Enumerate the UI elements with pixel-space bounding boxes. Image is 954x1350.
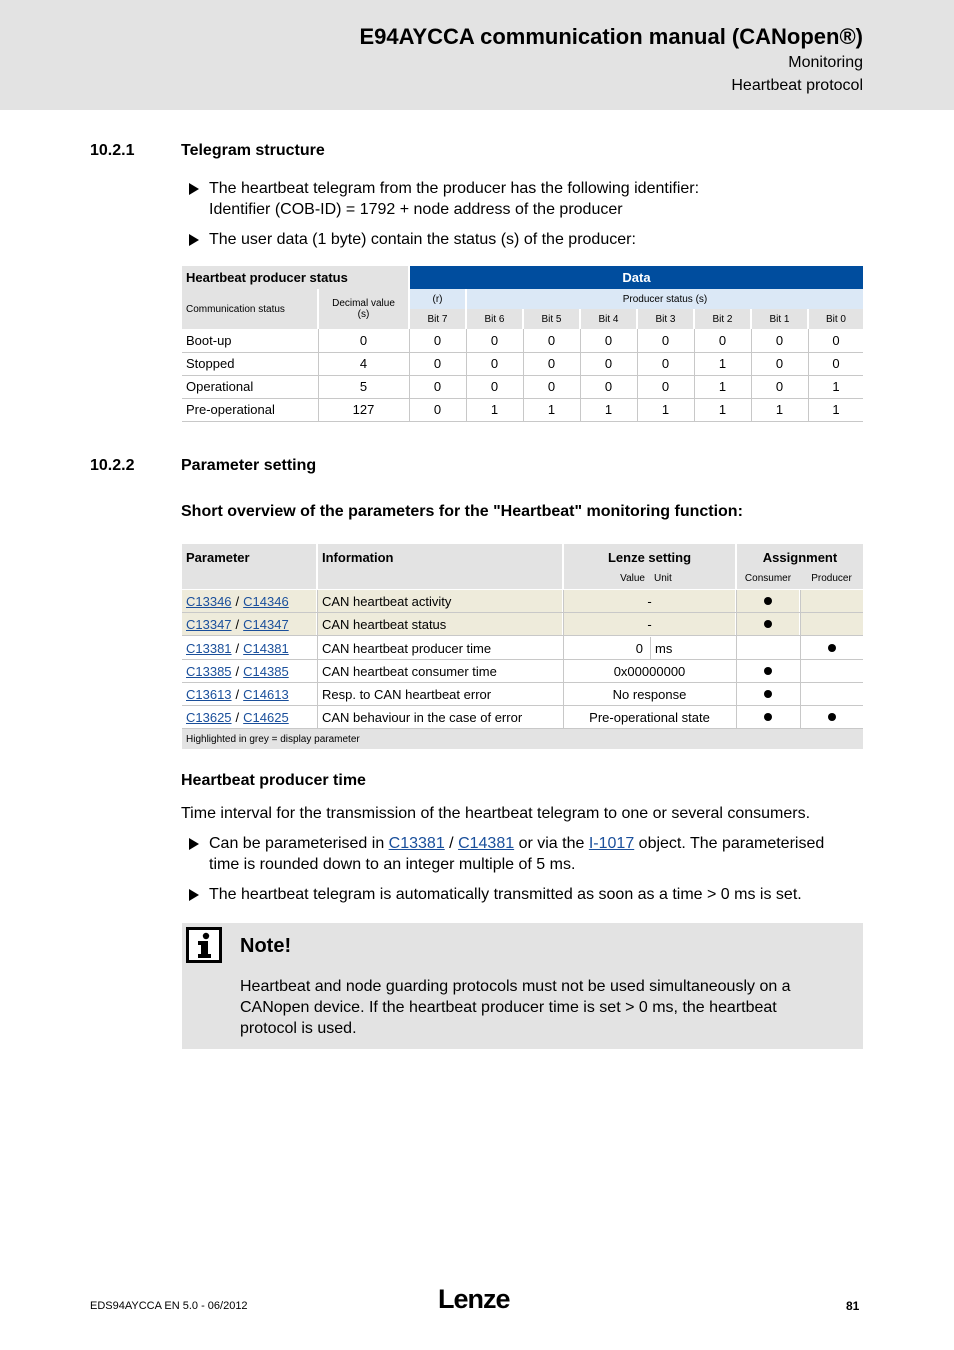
status-row-name: Boot-up	[186, 333, 232, 348]
status-row-bit: 1	[604, 402, 613, 417]
param-separator: /	[235, 616, 240, 632]
column-divider	[808, 329, 809, 421]
status-row-bit: 0	[433, 402, 442, 417]
column-divider	[580, 329, 581, 421]
param-separator: /	[235, 640, 240, 656]
producer-cell	[801, 706, 863, 728]
status-table-header: Heartbeat producer status	[182, 266, 408, 289]
bullet-user-data	[209, 229, 636, 250]
row-divider	[182, 421, 863, 422]
bit-header: Bit 2	[695, 309, 750, 329]
overview-heading: Short overview of the parameters for the "Heartbeat" monitoring function:	[181, 503, 743, 520]
column-divider	[466, 329, 467, 421]
unit-label: Unit	[654, 573, 672, 584]
status-row-bit: 0	[832, 356, 840, 371]
status-row-bit: 1	[775, 402, 784, 417]
param-cell	[182, 613, 316, 635]
assigned-dot-icon	[764, 667, 772, 675]
b1-post-text: object. The parameterised	[638, 835, 825, 852]
param-link[interactable]: C14625	[243, 709, 289, 725]
page-header	[0, 0, 954, 110]
status-row-bit: 0	[661, 379, 670, 394]
param-cell	[182, 590, 316, 612]
lenze-logo: Lenze	[438, 1284, 510, 1314]
link-i-1017[interactable]: I-1017	[588, 835, 635, 852]
section-title-2: Parameter setting	[181, 457, 317, 474]
status-row-bit: 0	[433, 333, 442, 348]
status-row-bit: 0	[433, 379, 442, 394]
section-title-1: Telegram structure	[181, 142, 325, 159]
param-info: CAN heartbeat consumer time	[322, 663, 497, 679]
bullet-user-data-text: The user data (1 byte) contain the status (s) of the producer:	[209, 231, 636, 248]
b1-separator: /	[449, 835, 454, 852]
param-link[interactable]: C14613	[243, 686, 289, 702]
bullet-parameterised-line1	[209, 833, 824, 854]
status-row-bit: 0	[547, 379, 556, 394]
param-separator: /	[235, 593, 240, 609]
producer-cell	[801, 613, 863, 635]
bit-header: Bit 4	[581, 309, 636, 329]
param-value: 0x00000000	[613, 663, 686, 679]
status-row-bit: 1	[718, 402, 727, 417]
note-line1: Heartbeat and node guarding protocols must not be used simultaneously on a	[240, 978, 791, 995]
param-info: CAN behaviour in the case of error	[322, 709, 523, 725]
lenze-setting-label: Lenze setting	[607, 550, 692, 565]
param-col-assignment	[737, 544, 863, 589]
bullet-arrow-icon	[189, 234, 199, 246]
bullet-parameterised-line2: time is rounded down to an integer multiple of 5 ms.	[209, 856, 576, 873]
header-chapter: Monitoring	[788, 54, 863, 71]
consumer-label: Consumer	[744, 573, 792, 584]
col-producer-status: Producer status (s)	[467, 289, 863, 309]
value-label: Value	[620, 573, 645, 584]
param-link[interactable]: C13347	[186, 616, 232, 632]
consumer-cell	[737, 660, 799, 682]
b1-pre-text: Can be parameterised in	[209, 835, 385, 852]
note-text	[240, 976, 791, 1039]
status-row-bit: 0	[775, 379, 784, 394]
param-link[interactable]: C14347	[243, 616, 289, 632]
status-row-bit: 1	[832, 379, 840, 394]
info-icon	[186, 927, 222, 963]
column-divider	[650, 637, 651, 659]
status-row-bit: 1	[718, 379, 727, 394]
consumer-cell	[737, 590, 799, 612]
consumer-cell	[737, 706, 799, 728]
param-link[interactable]: C14346	[243, 593, 289, 609]
assigned-dot-icon	[764, 690, 772, 698]
param-info: CAN heartbeat status	[318, 613, 562, 635]
column-divider	[523, 329, 524, 421]
column-divider	[637, 329, 638, 421]
param-link[interactable]: C13625	[186, 709, 232, 725]
col-decimal-value	[319, 289, 408, 329]
param-table-footnote: Highlighted in grey = display parameter	[182, 729, 863, 749]
producer-cell	[801, 637, 863, 659]
assigned-dot-icon	[764, 620, 772, 628]
bullet-arrow-icon	[189, 838, 199, 850]
consumer-cell	[737, 683, 799, 705]
status-row-decimal: 127	[352, 402, 375, 417]
footer-doc-id: EDS94AYCCA EN 5.0 - 06/2012	[90, 1300, 248, 1312]
param-value: -	[564, 613, 735, 635]
col-decimal-value-line2: (s)	[357, 309, 370, 320]
status-row-bit: 1	[547, 402, 556, 417]
status-row-bit: 0	[490, 356, 499, 371]
column-divider	[409, 329, 410, 421]
bullet-auto-transmit-text: The heartbeat telegram is automatically transmitted as soon as a time > 0 ms is set.	[209, 886, 802, 903]
status-row-bit: 0	[718, 333, 727, 348]
column-divider	[694, 329, 695, 421]
column-divider	[751, 329, 752, 421]
hb-time-intro: Time interval for the transmission of the heartbeat telegram to one or several consumers.	[181, 805, 811, 822]
link-c13381[interactable]: C13381	[388, 835, 445, 852]
col-r: (r)	[410, 289, 465, 309]
param-value: 0	[635, 640, 643, 656]
column-divider	[736, 590, 737, 729]
bullet-parameterised	[209, 833, 824, 875]
param-cell	[182, 683, 316, 705]
assigned-dot-icon	[828, 644, 836, 652]
param-unit: ms	[655, 640, 673, 656]
status-row-bit: 0	[490, 379, 499, 394]
param-value: Pre-operational state	[589, 709, 710, 725]
status-row-decimal: 0	[359, 333, 368, 348]
bullet-identifier	[209, 178, 699, 220]
col-decimal-value-line1: Decimal value	[332, 298, 395, 309]
param-col-parameter: Parameter	[182, 544, 316, 589]
status-row-name: Pre-operational	[186, 402, 275, 417]
note-box	[182, 923, 863, 1049]
manual-title: E94AYCCA communication manual (CANopen®)	[359, 24, 863, 49]
param-link[interactable]: C13613	[186, 686, 232, 702]
status-row-decimal: 5	[359, 379, 368, 394]
column-divider	[317, 590, 318, 729]
bullet-arrow-icon	[189, 183, 199, 195]
section-number-2: 10.2.2	[90, 457, 135, 474]
status-row-bit: 0	[433, 356, 442, 371]
bit-header: Bit 0	[809, 309, 863, 329]
status-row-name: Stopped	[186, 356, 235, 371]
status-row-bit: 0	[547, 333, 556, 348]
param-cell	[182, 660, 316, 682]
status-row-bit: 1	[490, 402, 499, 417]
param-col-information: Information	[318, 544, 562, 589]
assigned-dot-icon	[764, 713, 772, 721]
section-number-1: 10.2.1	[90, 142, 135, 159]
note-title: Note!	[240, 935, 292, 957]
page-number: 81	[846, 1299, 860, 1313]
note-line3: protocol is used.	[240, 1020, 357, 1037]
data-header: Data	[410, 266, 863, 289]
col-communication-status: Communication status	[182, 289, 317, 329]
bullet-identifier-line2: Identifier (COB-ID) = 1792 + node address of the producer	[209, 201, 623, 218]
status-row-bit: 1	[832, 402, 840, 417]
status-row-name: Operational	[186, 379, 254, 394]
status-row-bit: 0	[661, 356, 670, 371]
bit-header: Bit 1	[752, 309, 807, 329]
bit-header: Bit 3	[638, 309, 693, 329]
consumer-cell	[737, 613, 799, 635]
consumer-cell	[737, 637, 799, 659]
status-row-bit: 0	[490, 333, 499, 348]
column-divider	[563, 590, 564, 729]
param-link[interactable]: C14385	[243, 663, 289, 679]
param-separator: /	[235, 663, 240, 679]
param-value: -	[564, 590, 735, 612]
param-link[interactable]: C14381	[243, 640, 289, 656]
status-row-bit: 0	[775, 356, 784, 371]
status-row-bit: 0	[604, 333, 613, 348]
status-row-bit: 1	[718, 356, 727, 371]
status-row-bit: 0	[775, 333, 784, 348]
param-link[interactable]: C13346	[186, 593, 232, 609]
param-separator: /	[235, 686, 240, 702]
status-row-bit: 0	[547, 356, 556, 371]
status-row-bit: 1	[661, 402, 670, 417]
param-info: Resp. to CAN heartbeat error	[322, 686, 492, 702]
b1-mid-text: or via the	[518, 835, 585, 852]
bit-header: Bit 7	[410, 309, 465, 329]
param-value: No response	[612, 686, 687, 702]
param-cell	[182, 706, 316, 728]
param-separator: /	[235, 709, 240, 725]
param-link[interactable]: C13385	[186, 663, 232, 679]
assigned-dot-icon	[828, 713, 836, 721]
row-divider	[182, 635, 863, 636]
header-section: Heartbeat protocol	[731, 77, 863, 94]
producer-label: Producer	[811, 573, 852, 584]
bullet-arrow-icon	[189, 889, 199, 901]
producer-cell	[801, 683, 863, 705]
bullet-auto-transmit	[209, 884, 802, 905]
status-row-decimal: 4	[359, 356, 368, 371]
link-c14381[interactable]: C14381	[458, 835, 515, 852]
bit-header: Bit 6	[467, 309, 522, 329]
param-info: CAN heartbeat activity	[318, 590, 562, 612]
param-cell	[182, 637, 316, 659]
param-info: CAN heartbeat producer time	[322, 640, 492, 656]
bit-header: Bit 5	[524, 309, 579, 329]
assignment-label: Assignment	[762, 550, 838, 565]
column-divider	[800, 590, 801, 729]
status-row-bit: 0	[661, 333, 670, 348]
producer-cell	[801, 590, 863, 612]
note-line2: CANopen device. If the heartbeat producer time is set > 0 ms, the heartbeat	[240, 999, 777, 1016]
status-row-bit: 0	[832, 333, 840, 348]
param-link[interactable]: C13381	[186, 640, 232, 656]
status-row-bit: 0	[604, 356, 613, 371]
status-row-bit: 0	[604, 379, 613, 394]
hb-time-heading: Heartbeat producer time	[181, 772, 366, 789]
producer-cell	[801, 660, 863, 682]
bullet-identifier-line1: The heartbeat telegram from the producer has the following identifier:	[209, 180, 700, 197]
param-col-lenze-setting	[564, 544, 735, 589]
column-divider	[318, 329, 319, 421]
assigned-dot-icon	[764, 597, 772, 605]
